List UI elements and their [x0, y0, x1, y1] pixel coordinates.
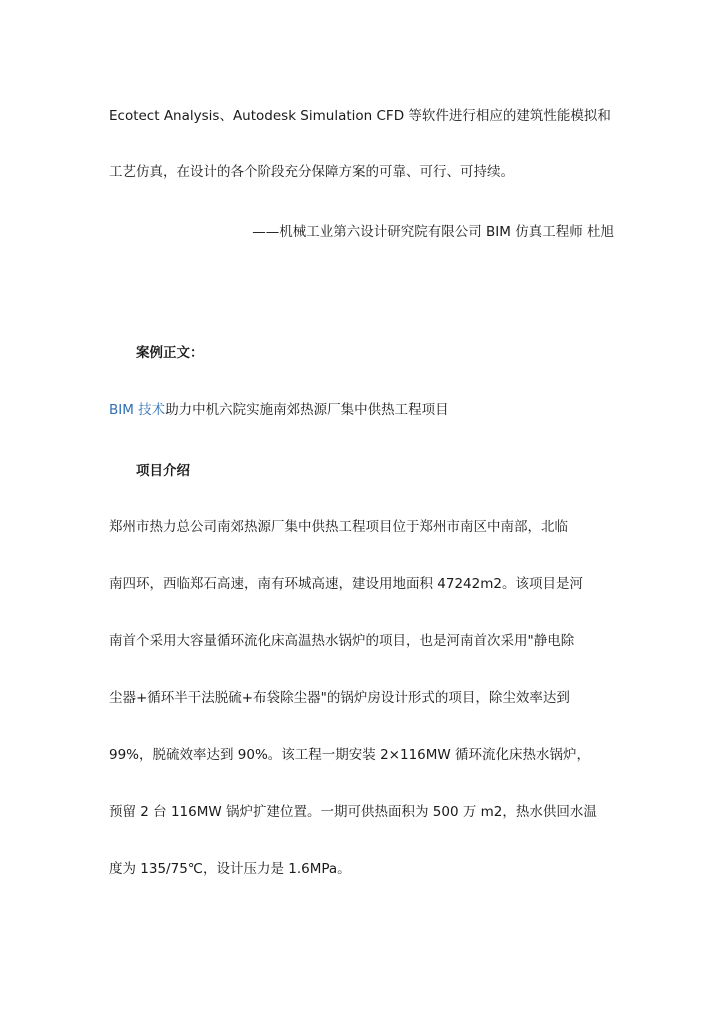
body-line-6: 预留 2 台 116MW 锅炉扩建位置。一期可供热面积为 500 万 m2，热水供回水温 — [109, 804, 597, 820]
body-line-1: 郑州市热力总公司南郊热源厂集中供热工程项目位于郑州市南区中南部，北临 — [109, 519, 568, 535]
body-line-5: 99%，脱硫效率达到 90%。该工程一期安装 2×116MW 循环流化床热水锅炉， — [109, 747, 591, 763]
body-line-2: 南四环，西临郑石高速，南有环城高速，建设用地面积 47242m2。该项目是河 — [109, 576, 583, 592]
body-line-3: 南首个采用大容量循环流化床高温热水锅炉的项目，也是河南首次采用"静电除 — [109, 633, 575, 649]
article-title-text: 助力中机六院实施南郊热源厂集中供热工程项目 — [165, 402, 449, 418]
intro-line-2: 工艺仿真，在设计的各个阶段充分保障方案的可靠、可行、可持续。 — [109, 164, 514, 180]
intro-line-1: Ecotect Analysis、Autodesk Simulation CFD 等软件进行相应的建筑性能模拟和 — [109, 108, 611, 124]
section-heading: 项目介绍 — [136, 463, 190, 479]
case-heading: 案例正文： — [136, 345, 204, 361]
bim-technology-link[interactable]: BIM 技术 — [109, 402, 166, 418]
article-title — [109, 400, 619, 420]
attribution: ——机械工业第六设计研究院有限公司 BIM 仿真工程师 杜旭 — [252, 224, 614, 240]
body-line-4: 尘器+循环半干法脱硫+布袋除尘器"的锅炉房设计形式的项目，除尘效率达到 — [109, 690, 570, 706]
body-line-7: 度为 135/75℃，设计压力是 1.6MPa。 — [109, 861, 351, 877]
